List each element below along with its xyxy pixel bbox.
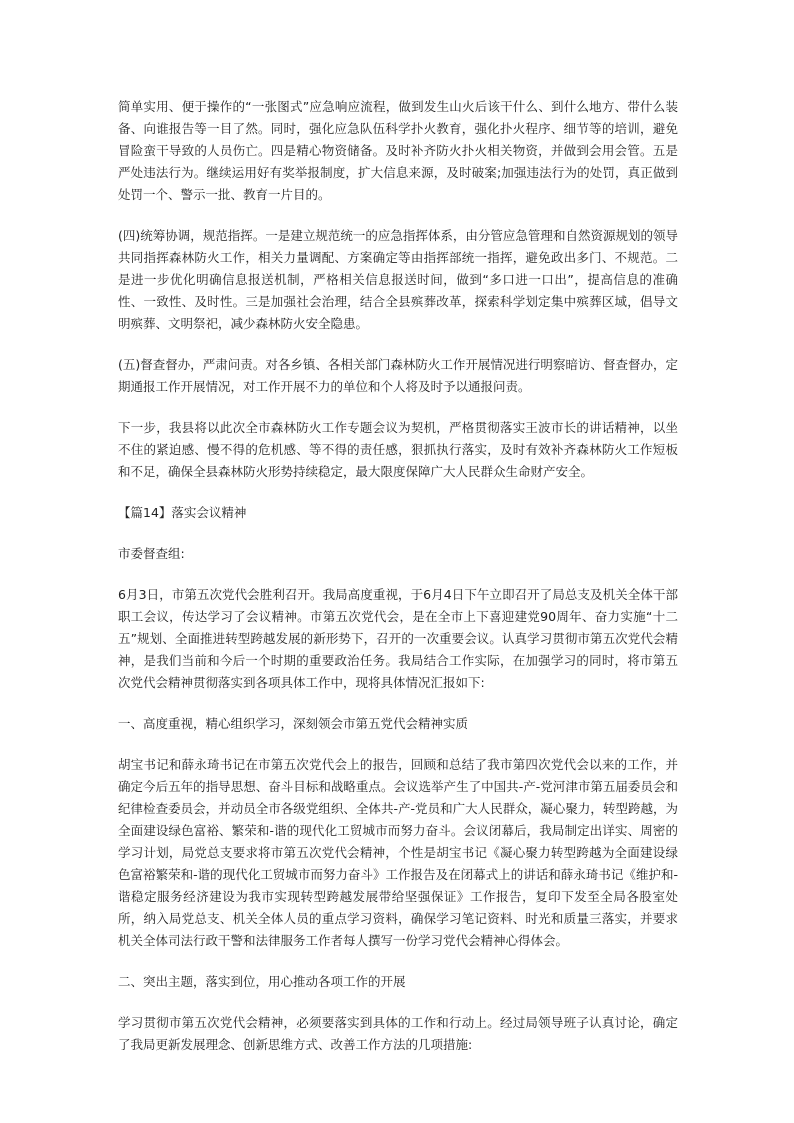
- paragraph-next-steps: 下一步，我县将以此次全市森林防火工作专题会议为契机，严格贯彻落实王波市长的讲话精神，以坐不住的紧迫感、慢不得的危机感、等不得的责任感，狠抓执行落实，及时有效补齐森林防火工作短板和不足，确保全县森林防火形势持续稳定，最大限度保障广大人民群众生命财产安全。: [118, 420, 678, 479]
- paragraph-congress-overview: 6月3日，市第五次党代会胜利召开。我局高度重视，于6月4日下午立即召开了局总支及机关全体干部职工会议，传达学习了会议精神。市第五次党代会，是在全市上下喜迎建党90周年、奋力实施“十二五”规划、全面推进转型跨越发展的新形势下，召开的一次重要会议。认真学习贯彻市第五次党代会精神，是我们当前和今后一个时期的重要政治任务。我局结合工作实际，在加强学习的同时，将市第五次党代会精神贯彻落实到各项具体工作中，现将具体情况汇报如下:: [118, 587, 678, 690]
- subheading-one: 一、高度重视，精心组织学习，深刻领会市第五党代会精神实质: [118, 716, 469, 731]
- paragraph-study-plan: 胡宝书记和薛永琦书记在市第五次党代会上的报告，回顾和总结了我市第四次党代会以来的工作，并确定今后五年的指导思想、奋斗目标和战略重点。会议选举产生了中国共-产-党河津市第五届委员会和纪律检查委员会，并动员全市各级党组织、全体共-产-党员和广大人民群众，凝心聚力，转型跨越，为全面建设绿色富裕、繁荣和-谐的现代化工贸城市而努力奋斗。会议闭幕后，我局制定出详实、周密的学习计划，局党总支要求将市第五次党代会精神，个性是胡宝书记《凝心聚力转型跨越为全面建设绿色富裕繁荣和-谐的现代化工贸城市而努力奋斗》工作报告及在闭幕式上的讲话和薛永琦书记《维护和-谐稳定服务经济建设为我市实现转型跨越发展带给坚强保证》工作报告，复印下发至全局各股室处所，纳入局党总支、机关全体人员的重点学习资料，确保学习笔记资料、时光和质量三落实，并要求机关全体司法行政干警和法律服务工作者每人撰写一份学习党代会精神心得体会。: [118, 757, 678, 948]
- document-body: [118, 96, 678, 1075]
- paragraph-implementation: 学习贯彻市第五次党代会精神，必须要落实到具体的工作和行动上。经过局领导班子认真讨论，确定了我局更新发展理念、创新思维方式、改善工作方法的几项措施:: [118, 1015, 678, 1052]
- salutation: 市委督查组:: [118, 546, 185, 561]
- subheading-two: 二、突出主题，落实到位，用心推动各项工作的开展: [118, 974, 406, 989]
- section-title-chapter-14: 【篇14】落实会议精神: [118, 505, 247, 520]
- paragraph-emergency-response: 简单实用、便于操作的“一张图式”应急响应流程，做到发生山火后该干什么、到什么地方、带什么装备、向谁报告等一目了然。同时，强化应急队伍科学扑火教育，强化扑火程序、细节等的培训，避免冒险蛮干导致的人员伤亡。四是精心物资储备。及时补齐防火扑火相关物资，并做到会用会管。五是严处违法行为。继续运用好有奖举报制度，扩大信息来源，及时破案;加强违法行为的处罚，真正做到处罚一个、警示一批、教育一片目的。: [118, 99, 678, 202]
- paragraph-supervision-accountability: (五)督查督办，严肃问责。对各乡镇、各相关部门森林防火工作开展情况进行明察暗访、督查督办，定期通报工作开展情况，对工作开展不力的单位和个人将及时予以通报问责。: [118, 357, 678, 394]
- paragraph-coordination-command: (四)统筹协调，规范指挥。一是建立规范统一的应急指挥体系，由分管应急管理和自然资源规划的领导共同指挥森林防火工作，相关力量调配、方案确定等由指挥部统一指挥，避免政出多门、不规范。二是进一步优化明确信息报送机制，严格相关信息报送时间，做到“多口进一口出”，提高信息的准确性、一致性、及时性。三是加强社会治理，结合全县殡葬改革，探索科学划定集中殡葬区域，倡导文明殡葬、文明祭祀，减少森林防火安全隐患。: [118, 228, 678, 331]
